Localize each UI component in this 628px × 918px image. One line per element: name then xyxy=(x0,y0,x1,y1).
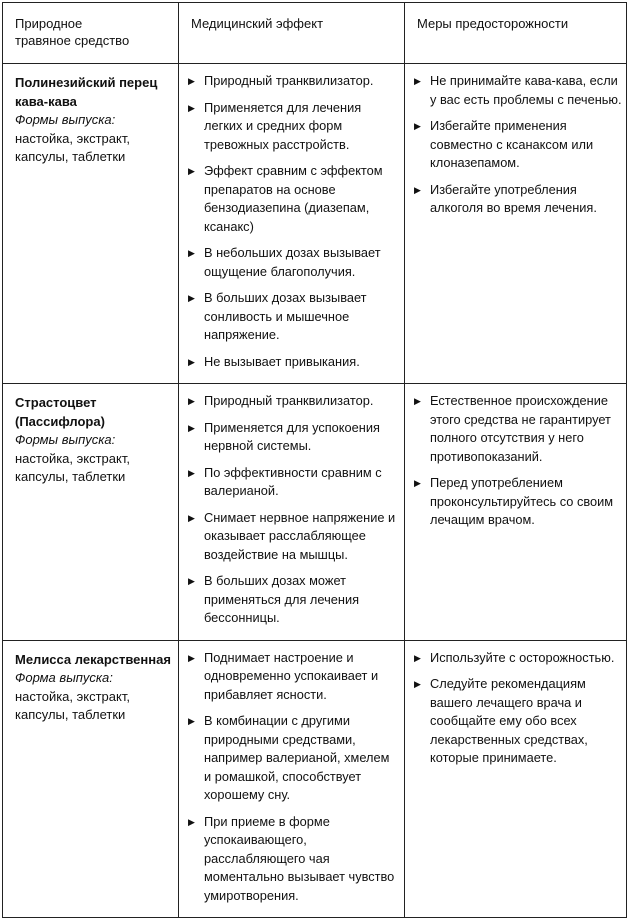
list-item: ▶ Не принимайте кава-кава, если у вас есть проблемы с печенью. xyxy=(413,72,622,109)
remedy-name: Мелисса лекарственная xyxy=(15,651,171,667)
list-item: ▶ Снимает нервное напряжение и оказывает расслабляющее воздействие на мышцы. xyxy=(187,509,400,565)
effects-list xyxy=(187,649,400,906)
remedy-cell xyxy=(3,64,179,384)
precautions-list xyxy=(413,392,622,530)
header-remedy-line2: травяное средство xyxy=(15,33,130,48)
precautions-cell xyxy=(405,640,627,918)
list-item: ▶ Используйте с осторожностью. xyxy=(413,649,622,668)
header-effect-label: Медицинский эффект xyxy=(191,16,324,31)
list-item: ▶ По эффективности сравним с валерианой. xyxy=(187,464,400,501)
remedy-name: Страстоцвет (Пассифлора) xyxy=(15,395,105,429)
list-item: ▶ При приеме в форме успокаивающего, расслабляющего чая моментально вызывает чувство умиротворения. xyxy=(187,813,400,906)
list-item: ▶ Не вызывает привыкания. xyxy=(187,353,400,372)
effects-cell xyxy=(179,640,405,918)
list-item: ▶ Следуйте рекомендациям вашего лечащего врача и сообщайте ему обо всех лекарственных средствах, которые принимаете. xyxy=(413,675,622,768)
list-item: ▶ Поднимает настроение и одновременно успокаивает и прибавляет ясности. xyxy=(187,649,400,705)
form-label: Форма выпуска: xyxy=(15,670,113,685)
header-precautions-label: Меры предосторожности xyxy=(417,16,569,31)
table-row xyxy=(3,64,627,384)
list-item: ▶ Природный транквилизатор. xyxy=(187,72,400,91)
effects-list xyxy=(187,392,400,628)
header-remedy xyxy=(3,3,179,64)
list-item: ▶ Избегайте применения совместно с ксанаксом или клоназепамом. xyxy=(413,117,622,173)
header-effect xyxy=(179,3,405,64)
remedy-name: Полинезийский перец кава-кава xyxy=(15,75,158,109)
precautions-cell xyxy=(405,384,627,641)
table-row xyxy=(3,640,627,918)
precautions-list xyxy=(413,649,622,768)
list-item: ▶ Эффект сравним с эффектом препаратов на основе бензодиазепина (диазепам, ксанакс) xyxy=(187,162,400,236)
list-item: ▶ В комбинации с другими природными средствами, например валерианой, хмелем и ромашкой, способствует хорошему сну. xyxy=(187,712,400,805)
effects-cell xyxy=(179,384,405,641)
form-label: Формы выпуска: xyxy=(15,112,116,127)
table-row xyxy=(3,384,627,641)
precautions-cell xyxy=(405,64,627,384)
list-item: ▶ Применяется для успокоения нервной системы. xyxy=(187,419,400,456)
list-item: ▶ Применяется для лечения легких и средних форм тревожных расстройств. xyxy=(187,99,400,155)
form-value: настойка, экстракт, капсулы, таблетки xyxy=(15,450,130,484)
list-item: ▶ В небольших дозах вызывает ощущение благополучия. xyxy=(187,244,400,281)
form-label: Формы выпуска: xyxy=(15,432,116,447)
remedy-cell xyxy=(3,384,179,641)
list-item: ▶ Избегайте употребления алкоголя во время лечения. xyxy=(413,181,622,218)
herbal-remedies-table xyxy=(2,2,627,918)
remedy-cell xyxy=(3,640,179,918)
list-item: ▶ Естественное происхождение этого средства не гарантирует полного отсутствия у него противопоказаний. xyxy=(413,392,622,466)
table-header-row xyxy=(3,3,627,64)
header-remedy-line1: Природное xyxy=(15,16,83,31)
effects-list xyxy=(187,72,400,371)
form-value: настойка, экстракт, капсулы, таблетки xyxy=(15,130,130,164)
precautions-list xyxy=(413,72,622,218)
list-item: ▶ В больших дозах может применяться для лечения бессонницы. xyxy=(187,572,400,628)
form-value: настойка, экстракт, капсулы, таблетки xyxy=(15,688,130,722)
list-item: ▶ Природный транквилизатор. xyxy=(187,392,400,411)
effects-cell xyxy=(179,64,405,384)
list-item: ▶ Перед употреблением проконсультируйтесь со своим лечащим врачом. xyxy=(413,474,622,530)
header-precautions xyxy=(405,3,627,64)
list-item: ▶ В больших дозах вызывает сонливость и мышечное напряжение. xyxy=(187,289,400,345)
